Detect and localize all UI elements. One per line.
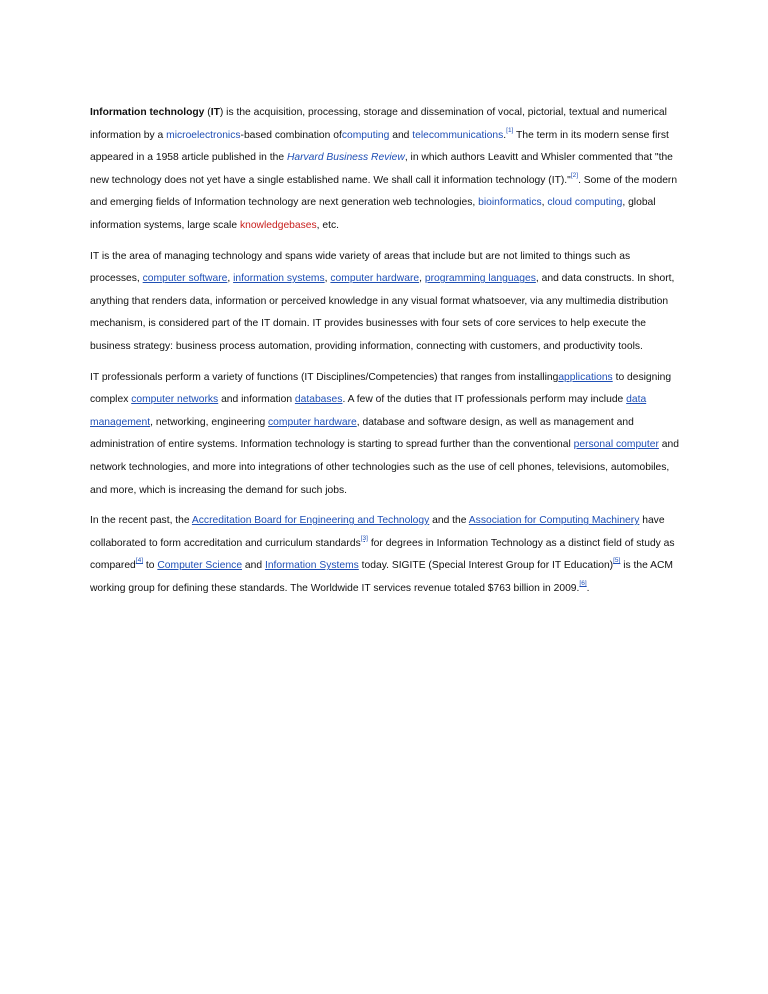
paragraph-4 — [90, 510, 682, 600]
text: , in which authors Leavitt and Whisler commented that "the new technology does not yet have a single established name. We shall call it information technology (IT)." — [90, 152, 673, 186]
text: , database and software design, as well as management and administration of entire systems. Information technology is starting to spread further than the conventional — [90, 416, 634, 451]
link-computer-hardware-2[interactable]: computer hardware — [268, 416, 357, 428]
text: to — [143, 560, 158, 572]
text: IT is the area of managing technology and spans wide variety of areas that include but are not limited to things such as processes, — [90, 250, 631, 285]
text: IT professionals perform a variety of functions (IT Disciplines/Competencies) that ranges from installing — [90, 371, 559, 383]
text: and network technologies, and more into integrations of other technologies such as the use of cell phones, televisions, automobiles, and more, which is increasing the demand for such jobs. — [90, 439, 679, 496]
link-databases[interactable]: databases — [294, 394, 343, 406]
link-abet[interactable]: Accreditation Board for Engineering and Technology — [191, 515, 430, 527]
link-telecommunications[interactable]: telecommunications — [412, 129, 504, 141]
text: -based combination of — [240, 129, 342, 141]
link-computing[interactable]: computing — [341, 129, 390, 141]
link-personal-computer[interactable]: personal computer — [573, 439, 659, 451]
text: , — [324, 273, 331, 285]
abbr-bold: IT — [210, 107, 220, 118]
text: In the recent past, the — [90, 515, 192, 527]
text: , global information systems, large scale — [90, 197, 656, 231]
link-harvard-business-review[interactable]: Harvard Business Review — [286, 152, 405, 164]
text: have collaborated to form accreditation and curriculum standards — [90, 515, 665, 549]
text: . A few of the duties that IT professionals perform may include — [342, 394, 627, 406]
text: , — [541, 197, 548, 209]
citation-4[interactable]: [4] — [135, 557, 144, 565]
text: , — [227, 273, 234, 285]
paragraph-2 — [90, 246, 682, 359]
text: , etc. — [316, 219, 339, 231]
text: today. SIGITE (Special Interest Group for IT Education) — [358, 560, 614, 572]
text: , and data constructs. In short, anything that renders data, information or perceived knowledge in any visual format whatsoever, via any multimedia distribution mechanism, is considered part of the IT domain. IT provides businesses with four sets of core services to help execute the business strategy: business process automation, providing information, connecting with customers, and productivity tools. — [90, 273, 675, 352]
link-computer-networks[interactable]: computer networks — [131, 394, 219, 406]
citation-2[interactable]: [2] — [570, 171, 579, 179]
text: , networking, engineering — [150, 416, 269, 428]
text: and the — [429, 515, 469, 527]
text: The term in its modern sense first appeared in a 1958 article published in the — [90, 129, 669, 164]
text: is the ACM working group for defining these standards. The Worldwide IT services revenue totaled $763 billion in 2009. — [90, 560, 673, 594]
link-information-systems-2[interactable]: Information Systems — [264, 560, 359, 572]
text: , — [419, 273, 425, 285]
text: . — [503, 129, 507, 141]
paragraph-1 — [90, 102, 682, 238]
text: for degrees in Information Technology as a distinct field of study as compared — [90, 537, 675, 572]
link-acm[interactable]: Association for Computing Machinery — [468, 515, 640, 527]
link-knowledgebases[interactable]: knowledgebases — [239, 219, 317, 231]
link-programming-languages[interactable]: programming languages — [424, 273, 536, 285]
text: ) is the acquisition, processing, storage and dissemination of vocal, pictorial, textual and numerical information by a — [90, 107, 667, 141]
link-computer-software[interactable]: computer software — [142, 273, 228, 285]
text: . — [586, 582, 590, 594]
document-body — [90, 102, 682, 608]
citation-5[interactable]: [5] — [613, 557, 621, 565]
citation-1[interactable]: [1] — [506, 126, 514, 134]
link-applications[interactable]: applications — [558, 371, 613, 383]
link-cloud-computing[interactable]: cloud computing — [547, 197, 623, 209]
link-computer-hardware[interactable]: computer hardware — [330, 273, 420, 285]
link-microelectronics[interactable]: microelectronics — [166, 129, 241, 141]
text: ( — [204, 107, 211, 118]
term-bold: Information technology — [90, 107, 205, 118]
text: and information — [218, 394, 295, 406]
link-computer-science[interactable]: Computer Science — [157, 560, 243, 572]
text: and — [242, 560, 265, 572]
paragraph-3 — [90, 367, 682, 503]
citation-3[interactable]: [3] — [360, 534, 368, 542]
citation-6[interactable]: [6] — [579, 579, 587, 587]
text: to designing complex — [90, 371, 672, 406]
link-information-systems[interactable]: information systems — [233, 273, 325, 285]
text: . Some of the modern and emerging fields of Information technology are next generation web technologies, — [90, 174, 678, 209]
link-bioinformatics[interactable]: bioinformatics — [478, 197, 542, 209]
link-data-management[interactable]: data management — [90, 394, 647, 428]
text: and — [389, 129, 413, 141]
